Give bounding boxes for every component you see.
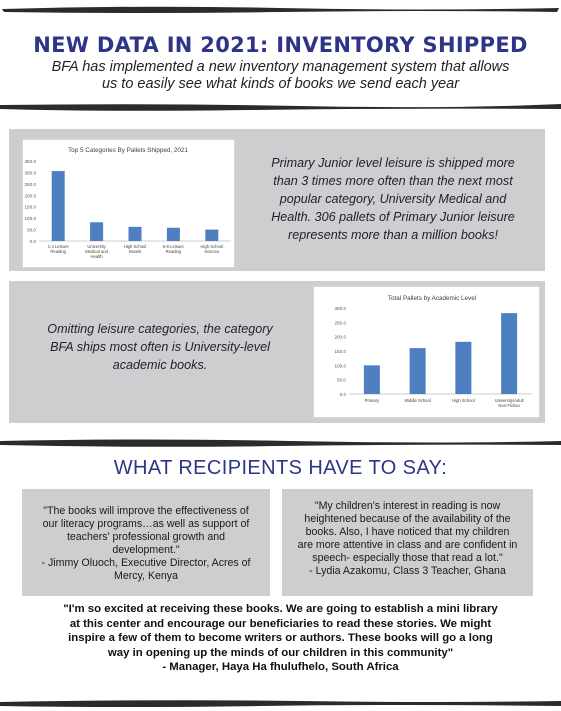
x-category-label: University/Adult — [494, 398, 524, 403]
y-tick-label: 0.0 — [29, 239, 36, 244]
panel1-line: Primary Junior level leisure is shipped more — [271, 156, 515, 170]
quote-line: heightened because of the availability of the — [304, 513, 511, 525]
x-category-label: Non-Fiction — [498, 403, 520, 408]
academic-level-bar-chart — [314, 287, 539, 417]
featured-quote-attribution: - Manager, Haya Ha fhulufhelo, South Africa — [162, 661, 399, 673]
intro-line: us to easily see what kinds of books we send each year — [101, 76, 460, 92]
section-brush-divider — [0, 101, 561, 111]
chart-title: Top 5 Categories By Pallets Shipped, 2021 — [68, 147, 188, 154]
x-category-label: High School — [123, 244, 147, 249]
y-tick-label: 150.0 — [24, 204, 36, 210]
quote-2 — [285, 500, 530, 578]
top-brush-divider — [0, 4, 561, 14]
y-tick-label: 200.0 — [334, 334, 346, 340]
featured-quote-line: "I'm so excited at receiving these books. We are going to establish a mini library — [63, 603, 498, 615]
y-tick-label: 100.0 — [24, 216, 36, 222]
quote-attribution: Mercy, Kenya — [114, 570, 178, 582]
x-category-label: Reading — [165, 249, 182, 254]
y-tick-label: 50.0 — [27, 227, 36, 233]
featured-quote — [22, 602, 539, 675]
quote-line: teachers' professional growth and — [66, 531, 226, 543]
page-title: NEW DATA IN 2021: INVENTORY SHIPPED — [33, 33, 528, 57]
chart-bar — [52, 171, 65, 241]
chart-bar — [410, 348, 426, 394]
chart-title: Total Pallets by Academic Level — [387, 295, 477, 302]
y-tick-label: 150.0 — [334, 349, 346, 354]
recipients-heading: WHAT RECIPIENTS HAVE TO SAY: — [113, 457, 448, 479]
quote-line: are more attentive in class and are confident in — [297, 539, 518, 551]
y-tick-label: 300.0 — [24, 170, 36, 176]
featured-quote-line: way in opening up the minds of our children in this community" — [107, 646, 454, 659]
panel2-text — [32, 320, 288, 374]
panel2-line: academic books. — [112, 358, 208, 372]
academic-level-chart-card — [313, 286, 540, 418]
quote-line: "My children's interest in reading is now — [314, 500, 501, 512]
top5-chart-card — [22, 139, 235, 268]
x-category-label: Health — [90, 254, 103, 259]
panel2-line: Omitting leisure categories, the category — [47, 322, 273, 336]
quote-1 — [26, 505, 266, 583]
x-category-label: High School — [200, 244, 224, 249]
y-tick-label: 250.0 — [24, 181, 36, 187]
panel1-line: represents more than a million books! — [288, 228, 498, 242]
panel1-line: Health. 306 pallets of Primary Junior leisure — [271, 210, 515, 224]
chart-bar — [129, 227, 142, 241]
panel1-line: popular category, University Medical and — [279, 192, 507, 206]
x-category-label: Primary — [364, 398, 380, 403]
chart-bar — [501, 313, 517, 394]
panel2-line: BFA ships most often is University-level — [50, 340, 270, 354]
y-tick-label: 350.0 — [24, 159, 36, 164]
quote-attribution: - Lydia Azakomu, Class 3 Teacher, Ghana — [309, 565, 506, 577]
y-tick-label: 50.0 — [337, 377, 346, 383]
intro-line: BFA has implemented a new inventory management system that allows — [51, 59, 510, 75]
featured-quote-line: at this center and encourage our beneficiaries to read these stories. We might — [69, 617, 492, 630]
panel1-line: than 3 times more often than the next most — [273, 174, 513, 188]
x-category-label: 1-4 Leisure — [47, 244, 69, 249]
y-tick-label: 250.0 — [334, 320, 346, 326]
x-category-label: Novels — [128, 249, 142, 254]
chart-bar — [167, 228, 180, 241]
quote-attribution: - Jimmy Oluoch, Executive Director, Acres of — [41, 557, 251, 569]
featured-quote-line: inspire a few of them to become writers or authors. These books will go a long — [68, 632, 493, 644]
x-category-label: University — [87, 244, 106, 249]
x-category-label: High School — [452, 398, 475, 403]
chart-bar — [455, 342, 471, 394]
x-category-label: Middle School — [404, 398, 431, 403]
chart-bar — [205, 230, 218, 241]
quote-line: "The books will improve the effectiveness of — [43, 505, 249, 517]
quote-line: speech- especially those that read a lot." — [312, 552, 503, 564]
quote-line: development." — [112, 544, 180, 556]
section-brush-divider — [0, 437, 561, 447]
y-tick-label: 200.0 — [24, 193, 36, 199]
x-category-label: Science — [204, 249, 220, 254]
panel1-text — [245, 154, 541, 244]
chart-bar — [90, 222, 103, 241]
chart-bar — [364, 365, 380, 394]
x-category-label: Medical and — [85, 249, 108, 254]
quote-line: books. Also, I have noticed that my children — [305, 526, 510, 538]
x-category-label: 5-8 Leisure — [162, 244, 184, 249]
bottom-brush-divider — [0, 697, 561, 707]
intro-text — [0, 59, 561, 93]
x-category-label: Reading — [50, 249, 67, 254]
quote-line: our literacy programs…as well as support of — [42, 518, 250, 530]
y-tick-label: 100.0 — [334, 363, 346, 369]
y-tick-label: 300.0 — [334, 306, 346, 311]
y-tick-label: 0.0 — [339, 392, 346, 397]
top5-categories-bar-chart — [23, 140, 234, 267]
